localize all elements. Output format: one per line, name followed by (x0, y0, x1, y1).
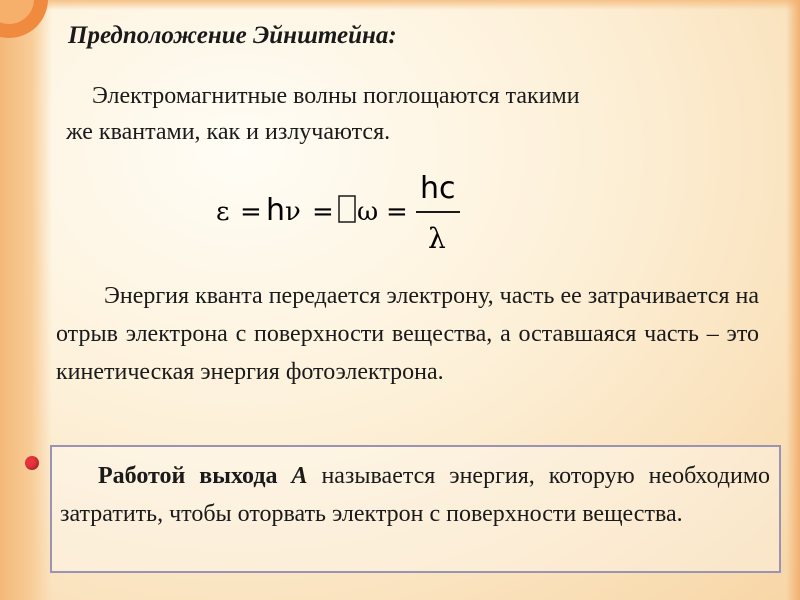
formula-equals-2: = (312, 197, 334, 227)
formula-epsilon: ε (216, 197, 230, 227)
energy-formula (214, 168, 474, 260)
formula-omega: ω (357, 197, 379, 227)
formula-equals-1: = (240, 197, 262, 227)
formula-nu: ν (285, 197, 301, 227)
formula-equals-3: = (386, 197, 408, 227)
formula-numerator-hc: hc (420, 171, 456, 206)
intro-line-2: же квантами, как и излучаются. (66, 119, 391, 145)
top-decor-stripe (0, 0, 800, 10)
left-decor-stripe (0, 0, 52, 600)
definition-symbol: А (291, 463, 308, 489)
formula-h: h (266, 193, 286, 228)
intro-line-1: Электромагнитные волны поглощаются такими (92, 83, 580, 109)
definition-term: Работой выхода (98, 463, 278, 489)
energy-transfer-paragraph: Энергия кванта передается электрону, часть ее затрачивается на отрыв электрона с поверхности вещества, а оставшаяся часть – это кинетическая энергия фотоэлектрона. (56, 283, 759, 385)
definition-rest: называется энергия, которую необходимо затратить, чтобы оторвать электрон с поверхности вещества. (60, 463, 771, 527)
formula-denominator-lambda: λ (428, 222, 446, 255)
definition-text (60, 457, 770, 533)
intro-paragraph (66, 78, 746, 150)
slide-title: Предположение Эйнштейна: (68, 22, 397, 49)
right-decor-stripe (786, 0, 800, 600)
formula-missing-glyph-box (339, 196, 355, 222)
bullet-icon (25, 456, 39, 470)
